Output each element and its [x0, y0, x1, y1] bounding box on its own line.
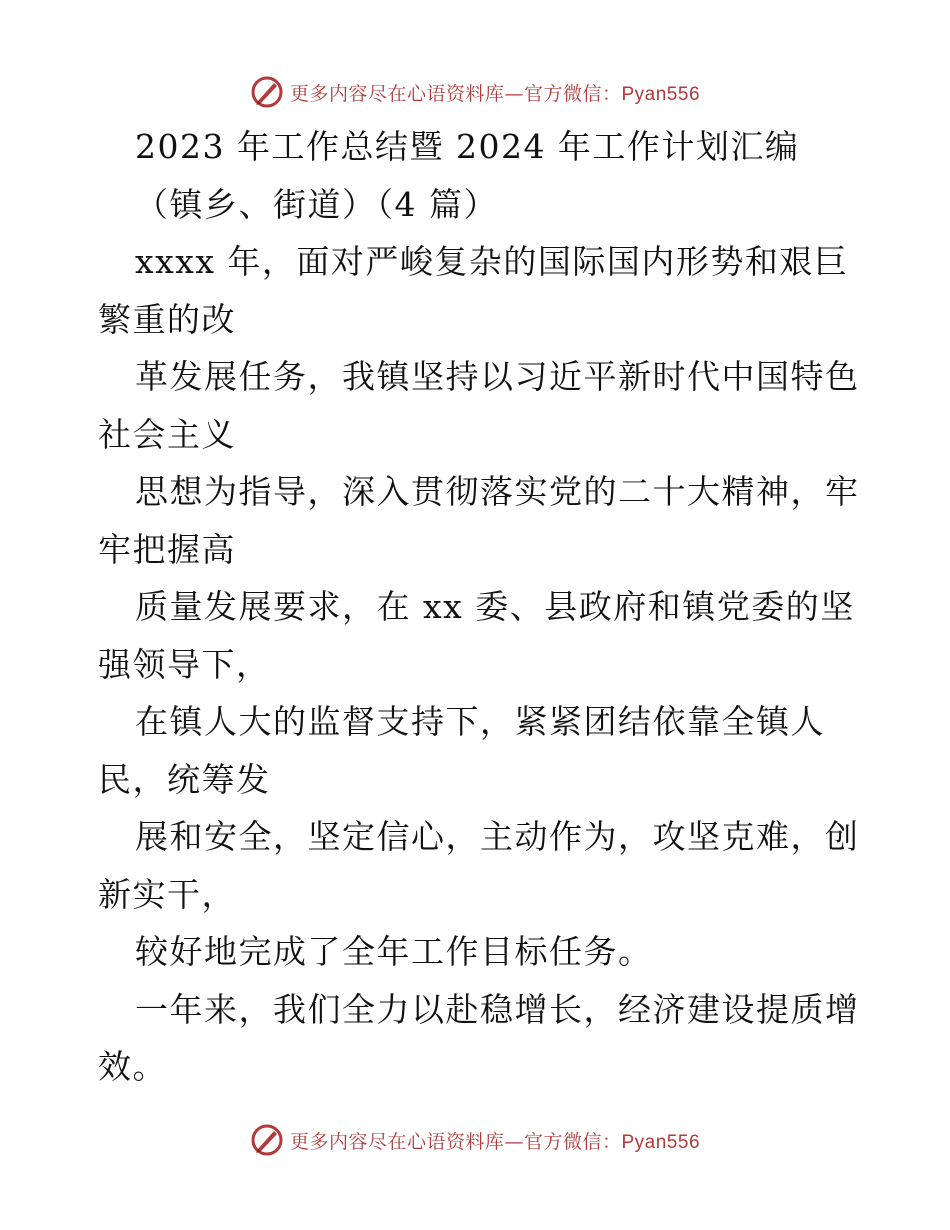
- paragraph-line: 新实干，: [98, 874, 236, 914]
- paragraph-line: 较好地完成了全年工作目标任务。: [135, 932, 653, 971]
- paragraph-line: 质量发展要求，在 xx 委、县政府和镇党委的坚: [135, 587, 855, 626]
- paragraph-line: 革发展任务，我镇坚持以习近平新时代中国特色: [135, 357, 860, 396]
- header-watermark: [0, 70, 950, 114]
- paragraph-line: 思想为指导，深入贯彻落实党的二十大精神，牢: [135, 472, 860, 511]
- paragraph-line: 社会主义: [98, 414, 236, 454]
- document-subtitle: （镇乡、街道）（4 篇）: [135, 184, 498, 224]
- document-body: [98, 118, 858, 1096]
- paragraph-line: xxxx 年，面对严峻复杂的国际国内形势和艰巨: [135, 242, 849, 281]
- paragraph-line: 强领导下，: [98, 644, 271, 684]
- quill-pen-circle-icon: [250, 1123, 284, 1157]
- quill-pen-circle-icon: [250, 75, 284, 109]
- watermark-text: 更多内容尽在心语资料库—官方微信：Pyan556: [289, 82, 701, 105]
- paragraph-line: 在镇人大的监督支持下，紧紧团结依靠全镇人: [135, 702, 825, 741]
- paragraph-line: 一年来，我们全力以赴稳增长，经济建设提质增: [135, 989, 860, 1029]
- paragraph-line: 牢把握高: [98, 529, 236, 569]
- paragraph-line: 展和安全，坚定信心，主动作为，攻坚克难，创: [135, 817, 860, 856]
- watermark-text: 更多内容尽在心语资料库—官方微信：Pyan556: [289, 1130, 701, 1153]
- footer-watermark: [0, 1118, 950, 1162]
- paragraph-line: 效。: [98, 1047, 167, 1086]
- paragraph-line: 民，统筹发: [98, 759, 271, 799]
- document-title: 2023 年工作总结暨 2024 年工作计划汇编: [135, 127, 800, 166]
- paragraph-line: 繁重的改: [98, 299, 236, 339]
